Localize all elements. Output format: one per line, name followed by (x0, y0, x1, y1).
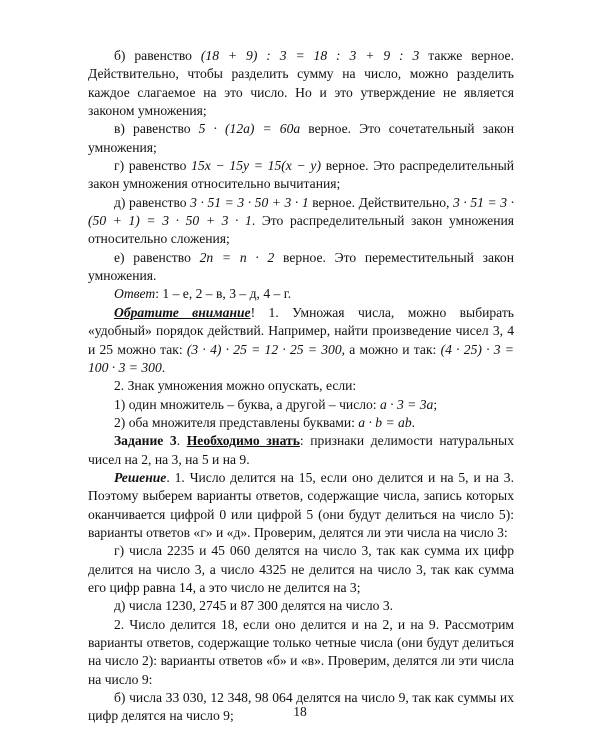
paragraph-2: в) равенство 5 · (12a) = 60a верное. Это сочетательный закон умножения; (88, 121, 514, 155)
answer-line: Ответ: 1 – е, 2 – в, 3 – д, 4 – г. (114, 286, 292, 302)
paragraph-9: 1) один множитель – буква, а другой – число: a · 3 = 3a; (114, 396, 438, 412)
note-paragraph: Обратите внимание! 1. Умножая числа, можно выбирать «удобный» порядок действий. Например, найти произведение чисел 3, 4 и 25 можно так: (3 · 4) · 25 = 12 · 25 = 300, а можно и так: (4 · 25) · 3 = 100 · 3 = 300. (88, 304, 514, 375)
paragraph-14: д) числа 1230, 2745 и 87 300 делятся на число 3. (114, 598, 394, 614)
page-number: 18 (293, 704, 307, 719)
body-text (88, 47, 514, 726)
paragraph-15: 2. Число делится 18, если оно делится и на 2, и на 9. Рассмотрим варианты ответов, содержащие только четные числа (они будут делиться на число 2): варианты ответов «б» и «в». Проверим, делятся ли эти числа на число 9: (88, 616, 514, 687)
paragraph-5: е) равенство 2n = n · 2 верное. Это переместительный закон умножения. (88, 249, 515, 284)
paragraph-4: д) равенство 3 · 51 = 3 · 50 + 3 · 1 верное. Действительно, 3 · 51 = 3 · (50 + 1) = 3 · 50 + 3 · 1. Это распределительный закон умножения относительно сложения; (88, 194, 514, 247)
paragraph-16: б) числа 33 030, 12 348, 98 064 делятся на число 9, так как суммы их цифр делятся на число 9; (88, 690, 514, 724)
paragraph-8: 2. Знак умножения можно опускать, если: (114, 378, 357, 394)
solution-paragraph: Решение. 1. Число делится на 15, если оно делится и на 5, и на 3. Поэтому выберем варианты ответов, содержащие числа, запись которых оканчивается цифрой 0 или цифрой 5 (они будут делиться на число 5): варианты ответов «г» и «д». Проверим, делятся ли эти числа на число 3: (88, 469, 514, 540)
paragraph-13: г) числа 2235 и 45 060 делятся на число 3, так как сумма их цифр делится на число 3, а число 4325 не делится на число 3, так как сумма его цифр равна 14, а это число не делится на 3; (88, 543, 514, 595)
task-3-heading: Задание 3. Необходимо знать: признаки делимости натуральных чисел на 2, на 3, на 5 и на 9. (88, 433, 514, 467)
paragraph-10: 2) оба множителя представлены буквами: a · b = ab. (114, 414, 416, 430)
paragraph-1: б) равенство (18 + 9) : 3 = 18 : 3 + 9 : 3 также верное. Действительно, чтобы разделить сумму на число, можно разделить каждое слагаемое на это число. Но и это утверждение не является законом умножения; (88, 48, 514, 119)
paragraph-3: г) равенство 15x − 15y = 15(x − y) верное. Это распределительный закон умножения относительно вычитания; (88, 158, 514, 192)
